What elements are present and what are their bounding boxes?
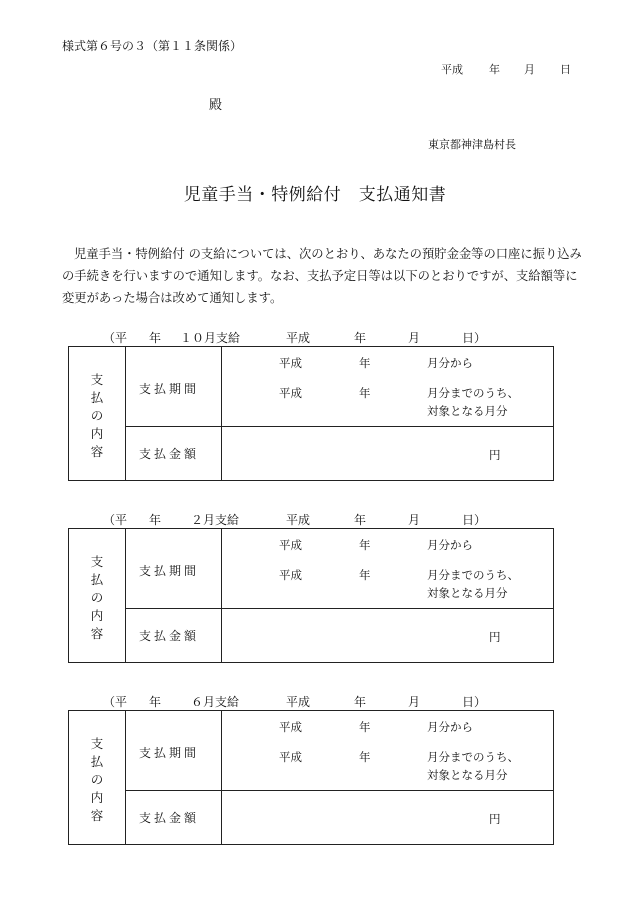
payment-table	[68, 710, 554, 845]
amount-unit: 円	[489, 630, 501, 644]
section-header-open: （平	[103, 513, 128, 527]
period-from-text: 月分から	[427, 720, 473, 734]
section-header-month2: 月	[408, 331, 421, 345]
table-divider	[221, 711, 222, 844]
payment-amount-label: 支払金額	[139, 447, 200, 461]
payment-table	[68, 528, 554, 663]
section-header-month-label: ２月支給	[191, 513, 240, 527]
period-from-era: 平成	[279, 356, 302, 370]
section-header-year2: 年	[354, 331, 367, 345]
period-to-era: 平成	[279, 568, 302, 582]
section-header-month-label: １０月支給	[180, 331, 241, 345]
section-header-month2: 月	[408, 513, 421, 527]
table-divider	[125, 347, 126, 480]
section-header-era: 平成	[286, 331, 311, 345]
section-header-month2: 月	[408, 695, 421, 709]
section-header-day-close: 日）	[462, 695, 487, 709]
section-header-day-close: 日）	[462, 331, 487, 345]
period-to-text: 月分までのうち、	[427, 386, 519, 400]
body-paragraph: 児童手当・特例給付 の支給については、次のとおり、あなたの預貯金金等の口座に振り込みの手続きを行いますので通知します。なお、支払予定日等は以下のとおりですが、支給額等に変更があった場合は改めて通知します。	[62, 247, 582, 305]
table-divider	[125, 790, 553, 791]
payment-period-label: 支払期間	[139, 564, 200, 578]
period-to-text-2: 対象となる月分	[427, 768, 508, 782]
period-to-text-2: 対象となる月分	[427, 404, 508, 418]
payment-content-label: 支 払 の 内 容	[90, 372, 104, 459]
amount-unit: 円	[489, 812, 501, 826]
period-from-year: 年	[359, 356, 371, 370]
section-header-month-label: ６月支給	[191, 695, 240, 709]
payment-amount-label: 支払金額	[139, 629, 200, 643]
payment-table	[68, 346, 554, 481]
period-to-year: 年	[359, 386, 371, 400]
date-year-label: 年	[489, 63, 500, 76]
addressee-suffix: 殿	[209, 98, 223, 113]
section-header-year: 年	[149, 695, 162, 709]
table-divider	[125, 608, 553, 609]
issuer-name: 東京都神津島村長	[428, 138, 516, 151]
section-header-day-close: 日）	[462, 513, 487, 527]
date-day-label: 日	[560, 63, 571, 76]
payment-period-label: 支払期間	[139, 382, 200, 396]
document-title: 児童手当・特例給付 支払通知書	[183, 185, 447, 205]
section-header-year: 年	[149, 513, 162, 527]
period-from-era: 平成	[279, 720, 302, 734]
date-month-label: 月	[524, 63, 535, 76]
payment-amount-label: 支払金額	[139, 811, 200, 825]
form-number: 様式第６号の３（第１１条関係）	[62, 39, 243, 53]
section-header-era: 平成	[286, 695, 311, 709]
period-to-text: 月分までのうち、	[427, 750, 519, 764]
period-from-year: 年	[359, 720, 371, 734]
period-to-era: 平成	[279, 750, 302, 764]
table-divider	[221, 529, 222, 662]
period-from-text: 月分から	[427, 356, 473, 370]
payment-content-label: 支 払 の 内 容	[90, 554, 104, 641]
amount-unit: 円	[489, 448, 501, 462]
table-divider	[125, 711, 126, 844]
section-header-year2: 年	[354, 695, 367, 709]
date-era: 平成	[441, 63, 463, 76]
period-to-text-2: 対象となる月分	[427, 586, 508, 600]
table-divider	[125, 529, 126, 662]
table-divider	[125, 426, 553, 427]
period-to-era: 平成	[279, 386, 302, 400]
section-header-era: 平成	[286, 513, 311, 527]
period-from-year: 年	[359, 538, 371, 552]
period-from-text: 月分から	[427, 538, 473, 552]
section-header-open: （平	[103, 695, 128, 709]
body-text	[62, 243, 582, 309]
section-header-year: 年	[149, 331, 162, 345]
section-header-year2: 年	[354, 513, 367, 527]
section-header-open: （平	[103, 331, 128, 345]
period-to-text: 月分までのうち、	[427, 568, 519, 582]
table-divider	[221, 347, 222, 480]
period-to-year: 年	[359, 568, 371, 582]
period-from-era: 平成	[279, 538, 302, 552]
payment-content-label: 支 払 の 内 容	[90, 736, 104, 823]
payment-period-label: 支払期間	[139, 746, 200, 760]
period-to-year: 年	[359, 750, 371, 764]
